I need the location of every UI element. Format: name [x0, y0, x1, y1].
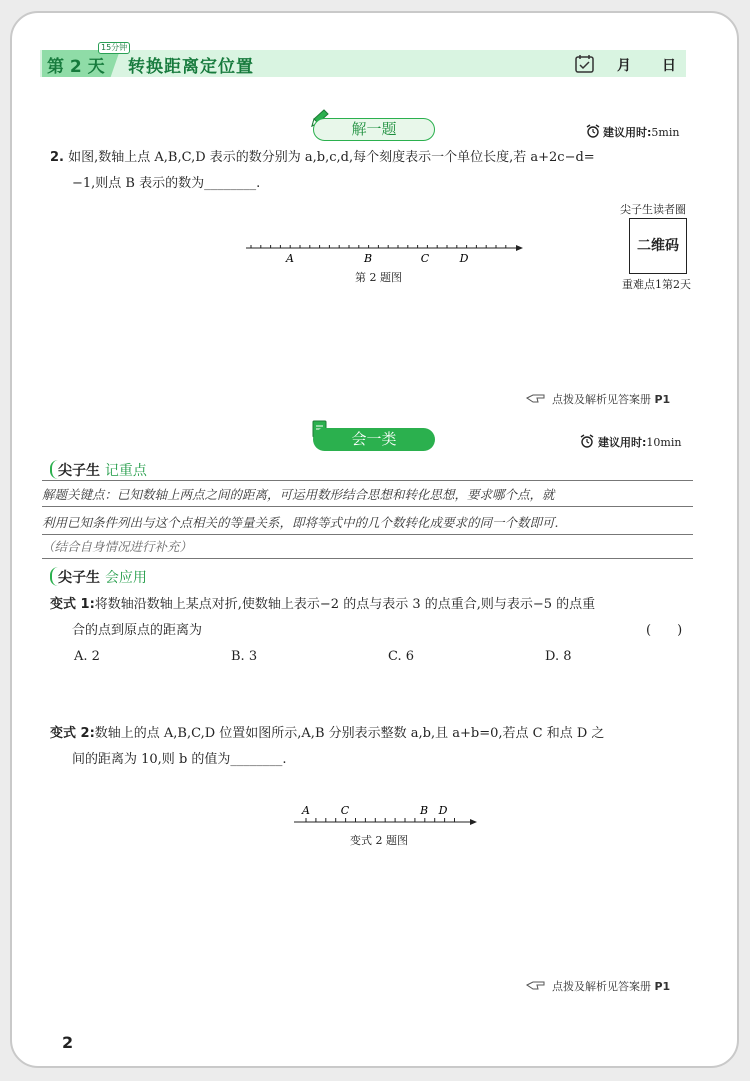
point-c-label: C [420, 252, 430, 265]
figure-caption-1: 第 2 题图 [355, 271, 402, 284]
keypoint-line-3: （结合自身情况进行补充） [42, 536, 693, 559]
qr-top-label: 尖子生读者圈 [620, 203, 686, 216]
apply-heading: 尖子生 会应用 [58, 570, 147, 586]
page-title: 转换距离定位置 [128, 57, 254, 77]
calendar-check-icon [574, 53, 596, 75]
keypoint-line-1: 解题关键点：已知数轴上两点之间的距离，可运用数形结合思想和转化思想，要求哪个点，就 [42, 484, 693, 507]
bracket-icon-2 [50, 567, 58, 586]
number-line-ticks-2 [306, 818, 455, 822]
variant-2-label: 变式 2: [50, 726, 95, 741]
answer-hint-2[interactable]: 点拨及解析见答案册 P1 [552, 980, 671, 993]
section-pill-learn-type: 会一类 [313, 428, 435, 451]
number-line-figure-2 [290, 802, 485, 832]
variant-1-label: 变式 1: [50, 597, 95, 612]
alarm-clock-icon-2 [580, 434, 594, 448]
day-field-label: 日 [662, 58, 676, 74]
variant-2-line1: 数轴上的点 A,B,C,D 位置如图所示,A,B 分别表示整数 a,b,且 a+b=0,若点 C 和点 D 之 [94, 726, 605, 741]
suggested-time-1: 建议用时:5min [603, 126, 680, 139]
qr-bottom-label: 重难点1第2天 [622, 278, 691, 291]
qr-code[interactable]: 二维码 [629, 218, 687, 274]
pointing-hand-icon-2 [525, 978, 547, 992]
alarm-clock-icon [586, 124, 600, 138]
section-pill-solve-one: 解一题 [313, 118, 435, 141]
variant-1-line2: 合的点到原点的距离为 [72, 623, 203, 638]
question-number: 2. [50, 150, 64, 165]
answer-hint-1[interactable]: 点拨及解析见答案册 P1 [552, 393, 671, 406]
variant-1-line1: 将数轴沿数轴上某点对折,使数轴上表示−2 的点与表示 3 的点重合,则与表示−5 的点重 [94, 597, 596, 612]
option-a[interactable]: A. 2 [74, 649, 100, 664]
pointing-hand-icon [525, 391, 547, 405]
question-2-line2: −1,则点 B 表示的数为________. [72, 176, 261, 191]
keypoint-heading: 尖子生 记重点 [58, 463, 147, 479]
keypoint-top-rule [42, 480, 693, 481]
variant-1 [50, 593, 595, 617]
month-label: 月 [617, 58, 631, 74]
number-line-figure-1 [240, 238, 530, 268]
option-c[interactable]: C. 6 [388, 649, 415, 664]
answer-parenthesis[interactable]: ( ) [646, 623, 683, 638]
question-2-line1: 如图,数轴上点 A,B,C,D 表示的数分别为 a,b,c,d,每个刻度表示一个单位长度,若 a+2c−d= [68, 150, 595, 165]
variant-2 [50, 722, 604, 746]
page-number: 2 [62, 1033, 74, 1052]
suggested-time-2: 建议用时:10min [598, 436, 682, 449]
v2-point-b-label: B [419, 804, 429, 817]
point-b-label: B [363, 252, 373, 265]
v2-point-c-label: C [340, 804, 350, 817]
v2-point-d-label: D [438, 804, 448, 817]
time-badge: 15分钟 [98, 42, 130, 54]
variant-2-line2: 间的距离为 10,则 b 的值为________. [72, 752, 287, 767]
figure-caption-2: 变式 2 题图 [350, 834, 408, 847]
point-d-label: D [459, 252, 469, 265]
option-d[interactable]: D. 8 [545, 649, 572, 664]
keypoint-line-2: 利用已知条件列出与这个点相关的等量关系，即将等式中的几个数转化成要求的同一个数即可. [42, 512, 693, 535]
option-b[interactable]: B. 3 [231, 649, 258, 664]
day-label: 第 2 天 [47, 57, 105, 77]
v2-point-a-label: A [302, 804, 310, 817]
bracket-icon [50, 460, 58, 479]
point-a-label: A [286, 252, 294, 265]
question-2 [50, 146, 595, 170]
